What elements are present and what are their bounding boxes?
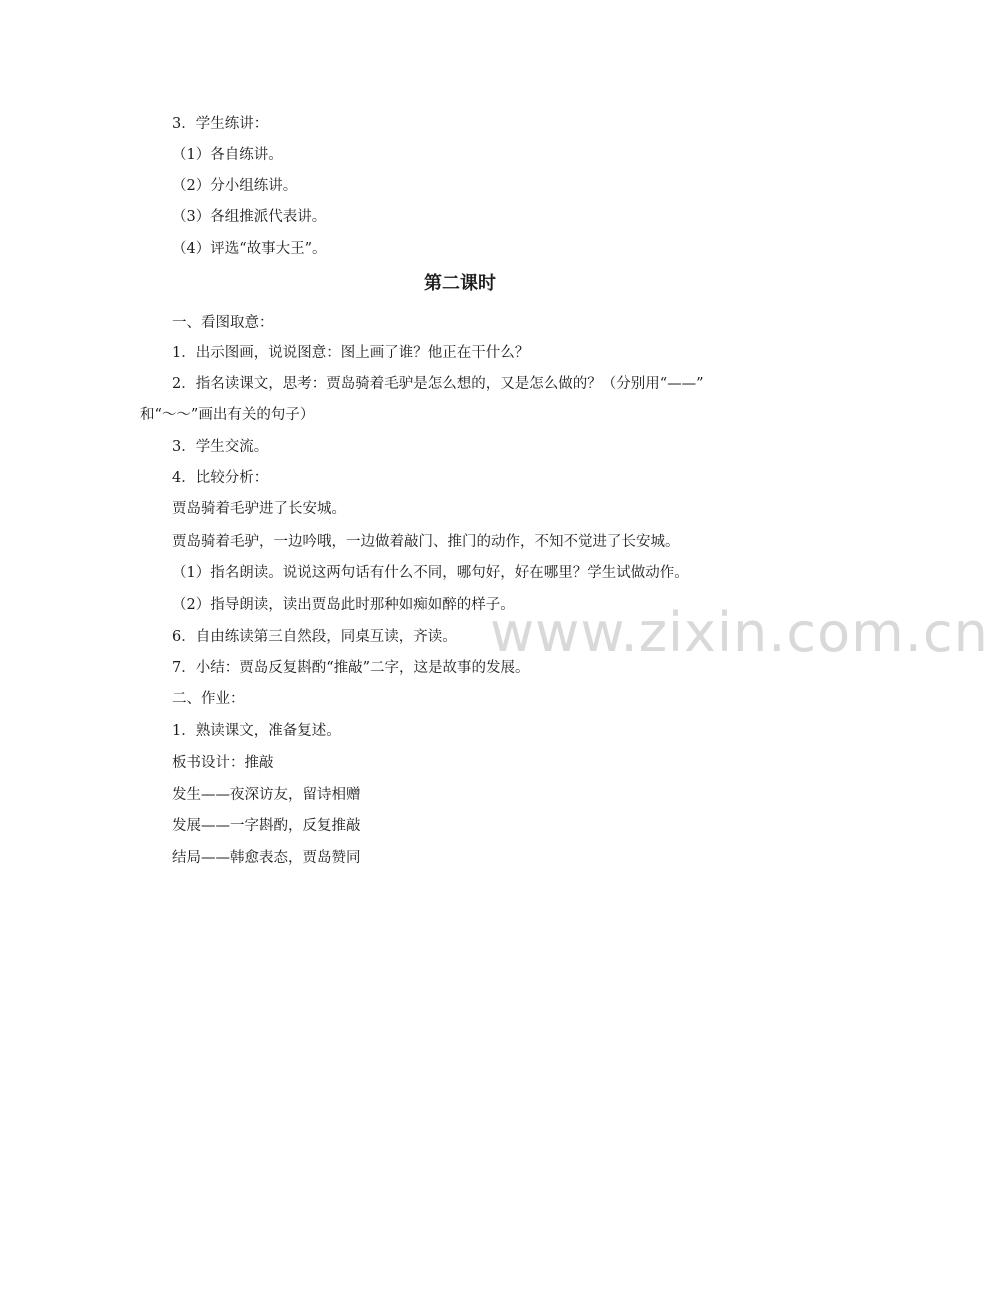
text-line: 一、看图取意： — [172, 315, 274, 331]
text-line: 发生——夜深访友，留诗相赠 — [172, 787, 361, 803]
text-line: 3．学生交流。 — [172, 439, 269, 455]
text-line: 板书设计：推敲 — [172, 755, 274, 771]
text-line: 二、作业： — [172, 691, 245, 707]
text-line: 1．熟读课文，准备复述。 — [172, 723, 341, 739]
text-line: 7．小结：贾岛反复斟酌“推敲”二字，这是故事的发展。 — [172, 660, 530, 676]
text-line: （1）指名朗读。说说这两句话有什么不同，哪句好，好在哪里？学生试做动作。 — [172, 565, 689, 581]
text-line: 结局——韩愈表态，贾岛赞同 — [172, 850, 361, 866]
text-line: （2）分小组练讲。 — [172, 178, 298, 194]
text-line: 和“～～”画出有关的句子） — [140, 407, 315, 423]
text-line: （4）评选“故事大王”。 — [172, 241, 327, 257]
text-line: 发展——一字斟酌，反复推敲 — [172, 818, 361, 834]
text-line: 6．自由练读第三自然段，同桌互读，齐读。 — [172, 629, 457, 645]
text-line: 1．出示图画，说说图意：图上画了谁？他正在干什么？ — [172, 345, 530, 361]
text-line: 贾岛骑着毛驴，一边吟哦，一边做着敲门、推门的动作，不知不觉进了长安城。 — [172, 534, 680, 550]
section-title: 第二课时 — [424, 273, 496, 294]
text-line: （1）各自练讲。 — [172, 147, 283, 163]
text-line: 4．比较分析： — [172, 470, 269, 486]
text-line: 2．指名读课文，思考：贾岛骑着毛驴是怎么想的，又是怎么做的？（分别用“——” — [172, 376, 704, 392]
text-line: 3．学生练讲： — [172, 116, 269, 132]
text-line: 贾岛骑着毛驴进了长安城。 — [172, 501, 346, 517]
text-line: （3）各组推派代表讲。 — [172, 209, 327, 225]
watermark: www.zixin.com.cn — [490, 601, 989, 664]
text-line: （2）指导朗读，读出贾岛此时那种如痴如醉的样子。 — [172, 597, 515, 613]
